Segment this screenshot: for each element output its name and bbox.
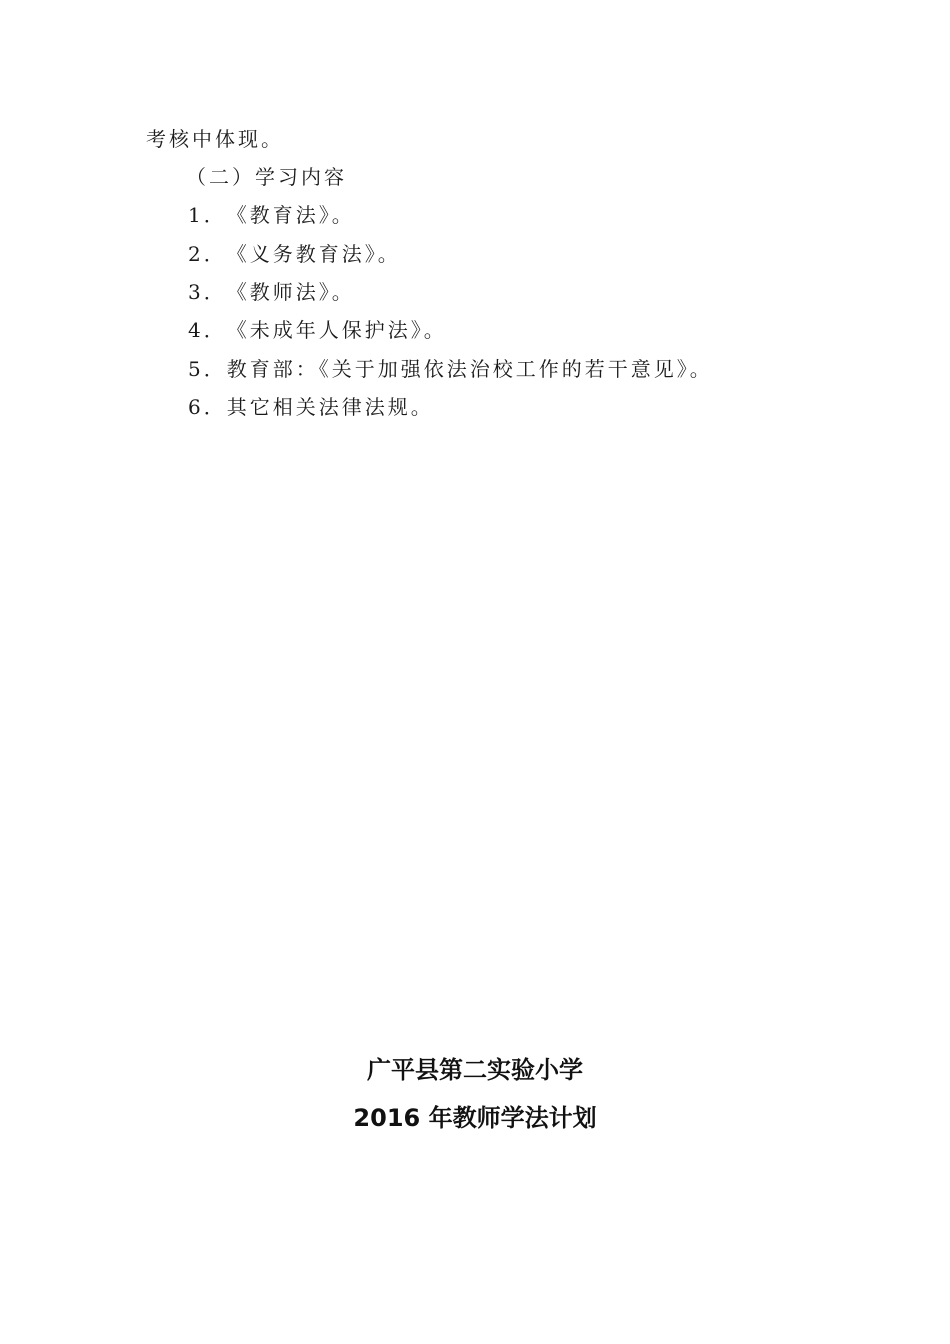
plan-title: 2016 年教师学法计划 — [353, 1104, 597, 1132]
list-item-number: 1． — [188, 203, 227, 227]
list-item — [188, 355, 713, 383]
list-item — [188, 201, 355, 229]
list-item-number: 6． — [188, 395, 227, 419]
list-item-text: 《教师法》。 — [226, 280, 355, 304]
list-item-text: 教育部：《关于加强依法治校工作的若干意见》。 — [226, 357, 713, 381]
list-item — [188, 316, 447, 344]
continuation-text: 考核中体现。 — [146, 127, 284, 151]
list-item-number: 3． — [188, 280, 227, 304]
school-name-title: 广平县第二实验小学 — [367, 1056, 583, 1084]
list-item-number: 4． — [188, 318, 227, 342]
section-heading: （二）学习内容 — [186, 165, 347, 189]
list-item-text: 其它相关法律法规。 — [226, 395, 434, 419]
list-item-text: 《未成年人保护法》。 — [226, 318, 447, 342]
list-item-number: 2． — [188, 242, 227, 266]
list-item — [188, 240, 401, 268]
list-item — [188, 393, 434, 421]
list-item-number: 5． — [188, 357, 227, 381]
list-item — [188, 278, 355, 306]
list-item-text: 《教育法》。 — [226, 203, 355, 227]
list-item-text: 《义务教育法》。 — [226, 242, 401, 266]
